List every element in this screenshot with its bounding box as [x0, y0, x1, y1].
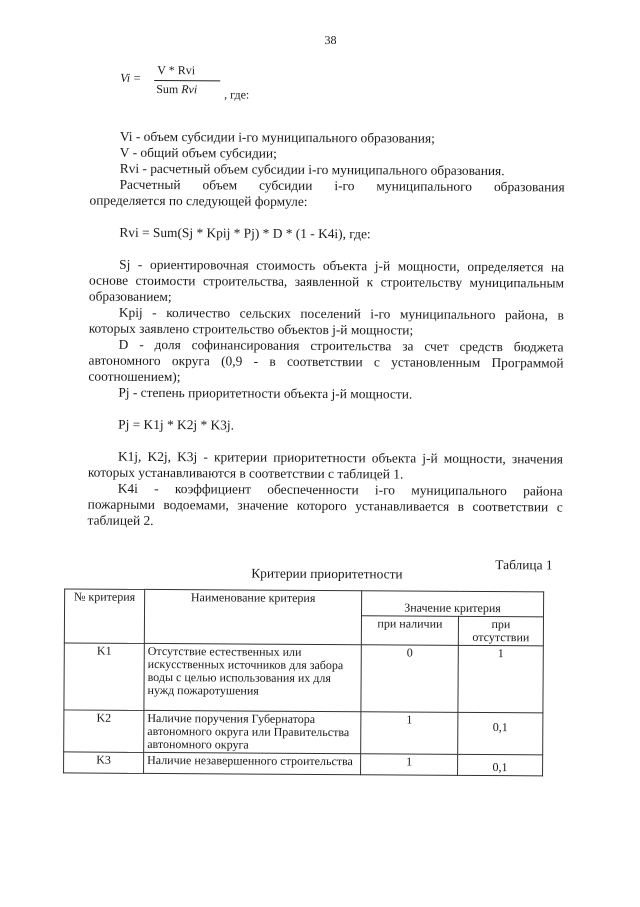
table-row — [64, 643, 543, 713]
header-if-present: при наличии — [361, 616, 458, 646]
pj-definition: Pj - степень приоритетности объекта j-й мощности. — [118, 384, 413, 402]
page-number: 38 — [324, 33, 337, 48]
table-label: Таблица 1 — [495, 557, 553, 573]
definition-v: V - общий объем субсидии; — [119, 144, 277, 161]
sj-line3: образованием; — [88, 288, 172, 305]
criterion-id: K3 — [64, 752, 144, 773]
header-criterion-number: № критерия — [64, 589, 144, 643]
calc-paragraph-line2: определяется по следующей формуле: — [89, 192, 308, 209]
k4-line1: K4i - коэффициент обеспеченности i-го муниципального района — [117, 480, 563, 499]
table-header-row — [65, 589, 544, 617]
d-line3: соотношением); — [88, 368, 181, 385]
table-row — [64, 752, 543, 776]
sj-line2: основе стоимости строительства, заявленной к строительству муниципальным — [89, 272, 565, 291]
k-criteria-line1: K1j, K2j, K3j - критерии приоритетности объекта j-й мощности, значения — [117, 448, 564, 467]
value-present: 1 — [361, 712, 458, 755]
calc-paragraph-line1: Расчетный объем субсидии i-го муниципального образования — [119, 176, 565, 195]
header-criterion-value: Значение критерия — [362, 591, 544, 617]
criteria-table — [63, 588, 544, 776]
header-criterion-name: Наименование критерия — [144, 589, 361, 644]
criterion-name: Отсутствие естественных или искусственных источников для забора воды с целью использования их для нужд пожаротушения — [144, 643, 361, 711]
formula-vi-denominator: Sum Rvi — [156, 81, 198, 97]
value-absent: 0,1 — [458, 712, 543, 755]
formula-rvi: Rvi = Sum(Sj * Kpij * Pj) * D * (1 - K4i), где: — [119, 224, 371, 242]
formula-vi-lhs: Vi = — [120, 70, 142, 85]
table-title: Критерии приоритетности — [251, 565, 403, 582]
value-absent: 1 — [458, 645, 543, 713]
criterion-name: Наличие незавершенного строительства — [144, 752, 361, 774]
header-if-absent: при отсутствии — [458, 616, 543, 646]
value-present: 0 — [361, 645, 458, 713]
formula-pj: Pj = K1j * K2j * K3j. — [118, 416, 235, 433]
formula-vi-numerator: V * Rvi — [157, 62, 196, 78]
criterion-id: K1 — [64, 643, 144, 710]
definition-rvi: Rvi - расчетный объем субсидии i-го муниципального образования. — [119, 160, 505, 179]
table-row — [64, 710, 543, 755]
k4-line3: таблицей 2. — [87, 512, 154, 528]
d-line2: автономного округа (0,9 - в соответствии с установленным Программой — [88, 352, 564, 371]
value-absent: 0,1 — [458, 754, 543, 776]
definition-vi: Vi - объем субсидии i-го муниципального образования; — [119, 128, 435, 146]
sj-line1: Sj - ориентировочная стоимость объекта j-й мощности, определяется на — [119, 256, 565, 275]
d-line1: D - доля софинансирования строительства за счет средств бюджета — [118, 336, 564, 355]
value-present: 1 — [361, 754, 458, 776]
kpij-line1: Kpij - количество сельских поселений i-го муниципального района, в — [118, 304, 564, 323]
k-criteria-line2: которых устанавливаются в соответствии с таблицей 1. — [87, 464, 404, 482]
criterion-id: K2 — [64, 710, 144, 752]
formula-vi-suffix: , где: — [224, 87, 250, 102]
k4-line2: пожарными водоемами, значение которого устанавливается в соответствии с — [87, 496, 563, 515]
criterion-name: Наличие поручения Губернатора автономного округа или Правительства автономного округа — [144, 710, 361, 753]
kpij-line2: которых заявлено строительство объектов j-й мощности; — [88, 320, 414, 338]
